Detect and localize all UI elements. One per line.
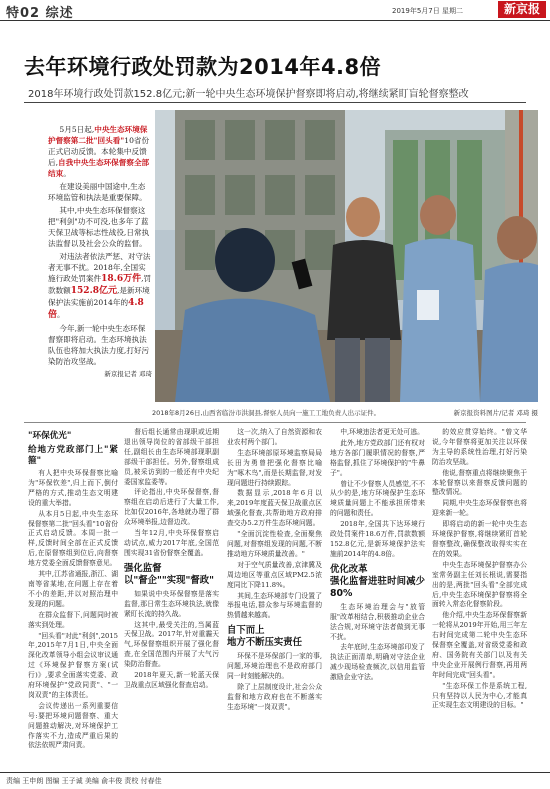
lead-paragraph: 其中,中央生态环保督察这把"利剑"功不可没,也多年了蓝天保卫战等标志性战役,日常执法监督以及社会公众的监督。 bbox=[48, 206, 150, 248]
page-footer bbox=[0, 772, 550, 789]
page-header bbox=[0, 0, 550, 21]
section-label: 特02 综述 bbox=[6, 6, 74, 21]
article-column-4 bbox=[330, 428, 425, 684]
photo-credit: 新京报资料图片/记者 邓琦 摄 bbox=[453, 409, 538, 417]
body-paragraph: 其间,生态环境部专门设置了举报电话,群众参与环境监督的热情越来越高。 bbox=[227, 591, 322, 620]
body-paragraph: 生态环境治理会与"放管服"改革相结合,积极推动企业合法合规,对环境守法者做到无事不扰。 bbox=[330, 602, 425, 641]
article-column-3 bbox=[227, 428, 322, 714]
body-paragraph: 生态环境部原环境监察局局长田为勇曾把强化督察比喻为"啄木鸟",而是长期监督,对发现问题进行持续跟踪。 bbox=[227, 448, 322, 487]
subheading: 自下而上 bbox=[227, 625, 265, 637]
body-paragraph: 这其中,最受关注的,当属蓝天保卫战。2017年,针对重霾天气,环保督察组织开展了强化督查,在全国范围内开展了大气污染防治督查。 bbox=[124, 620, 219, 669]
subheading: 以"督企""实现"督政" bbox=[124, 574, 215, 586]
lead-text: 对违法者依法严惩、对守法者无事不扰。2018年,全国实施行政处罚案件 bbox=[48, 252, 151, 283]
body-paragraph: 中,环境违法者更无处可逃。 bbox=[340, 428, 424, 436]
body-paragraph: 同期,中央生态环保督察也将迎来新一轮。 bbox=[432, 499, 527, 518]
lead-paragraph: 在建设美丽中国途中,生态环境监管和执法是重要保障。 bbox=[48, 182, 147, 202]
news-photo bbox=[155, 110, 538, 402]
editor-credits: 责编 王申朗 图编 王子诚 美编 俞丰俊 责校 付春佳 bbox=[6, 777, 162, 785]
subheading: 地方不断压实责任 bbox=[227, 637, 303, 649]
body-paragraph: 有人把中央环保督察比喻为"环保钦差",归上而下,倒付严格的方式,推动生态文明建设的重大举措。 bbox=[28, 469, 118, 507]
body-paragraph: 除了上层制度设计,社会公众监督和地方政府也在不断落实生态环境"一岗双责"。 bbox=[227, 682, 322, 711]
news-photo-illustration bbox=[155, 110, 538, 402]
subheading: 强化监督进驻时间减少80% bbox=[330, 575, 425, 599]
article-column-1 bbox=[28, 428, 118, 752]
body-paragraph: 会议传递出一系列重要信号:要把环境问题督察、重大问题推动解决,对环境保护工作落实不力,造成严重后果的依法依规严肃问责。 bbox=[28, 701, 118, 750]
body-paragraph: 督后组长通常由现职或近期退出领导岗位的省部级干部担任,副组长由生态环境部现职副部级干部担任。另外,督察组成员,被采访到的一般还有中央纪委国家监委等。 bbox=[124, 428, 219, 486]
subheadline: 2018年环境行政处罚款152.8亿元;新一轮中央生态环境保护督察即将启动,将继续紧盯盲轮督察整改 bbox=[28, 89, 469, 100]
lead-text: 10省份正式启动反馈。本轮集中反馈后, bbox=[48, 136, 150, 167]
lead-highlight: 中央生态环境保护督察第二批"回头看" bbox=[48, 125, 148, 145]
body-paragraph: 2018年夏天,新一轮蓝天保卫战重点区域强化督查启动。 bbox=[124, 671, 219, 689]
lead-figure: 152.8亿元 bbox=[70, 286, 117, 296]
subheading: "环保优光" bbox=[28, 431, 72, 441]
photo-caption bbox=[152, 408, 538, 417]
lead-text: ,是新环境保护法实施前2014年的 bbox=[48, 286, 150, 307]
body-paragraph: 评论指出,中央环保督察,督察组在启动后进行了大量工作,比如仅2016年,各地就办理了群众环境举报,边督边改。 bbox=[124, 488, 219, 527]
headline: 去年环境行政处罚款为2014年4.8倍 bbox=[24, 55, 382, 79]
lead-text: 。 bbox=[57, 310, 65, 319]
lead-paragraph bbox=[48, 124, 152, 179]
subheading: 给地方党政部门上"紧箍" bbox=[28, 445, 118, 466]
body-paragraph: 的效应贯穿始终。"曾文华说,今年督察将更加关注以环保为主导的系统性治理,打好污染防治攻坚战。 bbox=[432, 428, 527, 466]
body-paragraph: "全面沉淀性检查,全面聚焦问题,对督察组发现的问题,不断推动地方环境质量改善。" bbox=[227, 530, 322, 558]
lead-figure: 4.8倍 bbox=[48, 298, 144, 320]
lead-summary bbox=[48, 124, 152, 380]
lead-figure: 18.6万件 bbox=[101, 274, 142, 284]
body-paragraph: 他说,督察重点将继续聚焦于本轮督察以来督察反馈问题的整改情况。 bbox=[432, 468, 527, 497]
body-paragraph: 如果说中央环保督察是落实监督,那日常生态环境执法,就像紧盯长流的持久战。 bbox=[124, 589, 219, 618]
body-paragraph: 环保不是环保部门一家的事,问题,环境治理也不是政府部门同一时刻能解决的。 bbox=[227, 652, 322, 681]
body-paragraph: "回头看"对此"利剑",2015年,2015年7月1日,中央全面深化改革领导小组会议审议通过《环境保护督察方案(试行)》,要求全面落实党委、政府环境保护"党政同责"、"一岗双责"的主体责任。 bbox=[28, 631, 118, 699]
body-paragraph: "生态环保工作是系统工程,只有坚持以人民为中心,才能真正实现生态文明建设的目标。" bbox=[432, 681, 527, 710]
headline-rule bbox=[24, 102, 526, 103]
section-divider bbox=[24, 422, 526, 423]
lead-paragraph: 今年,新一轮中央生态环保督察即将启动。生态环境执法队伍也将加大执法力度,打好污染防治攻坚战。 bbox=[48, 324, 150, 366]
body-paragraph: 对于空气质量改善,京津冀及周边地区等重点区域PM2.5浓度同比下降11.8%。 bbox=[227, 560, 322, 589]
body-paragraph: 此外,地方党政部门还有权对地方各部门履职情况的督察,严格监督,抓住了环境保护的"牛鼻子"。 bbox=[330, 438, 425, 477]
body-paragraph: 即将启动的新一轮中央生态环境保护督察,将继续紧盯首轮督察整改,确保整改取得实实在在的效果。 bbox=[432, 520, 527, 558]
caption-text: 2018年8月26日,山西省临汾市洪洞县,督察人员向一施工工地负责人出示证件。 bbox=[152, 409, 381, 417]
subheading: 优化改革 bbox=[330, 563, 368, 575]
lead-text: 5月5日起, bbox=[59, 125, 95, 134]
body-paragraph: 他介绍,中央生态环保督察新一轮将从2019年开始,用三年左右时间完成第二轮中央生态环保督察全覆盖,对省级党委和政府、国务院有关部门以及有关中央企业开展例行督察,再用两年时间完成"回头看"。 bbox=[432, 611, 527, 679]
body-paragraph: 2018年,全国共下达环境行政处罚案件18.6万件,罚款数额152.8亿元,是新环境保护法实施前2014年的4.8倍。 bbox=[330, 520, 425, 558]
body-paragraph: 这一次,纳入了自然资源和农业农村两个部门。 bbox=[227, 428, 322, 446]
lead-text: ,罚款数额 bbox=[48, 274, 152, 295]
article-column-5 bbox=[432, 428, 527, 712]
lead-highlight: 自我中央生态环保督察全部结束 bbox=[48, 158, 150, 178]
article-column-2 bbox=[124, 428, 219, 692]
lead-paragraph bbox=[48, 251, 152, 321]
subheading: 强化监督 bbox=[124, 562, 162, 574]
lead-credit: 新京报记者 邓琦 bbox=[104, 370, 152, 378]
body-paragraph: 曾让不少督察人员感觉,不不从少的是,地方环境保护生态环境质量问题上不能承担所带来的问题和责任。 bbox=[330, 479, 425, 518]
body-paragraph: 中央生态环境保护督察办公室常务副主任刘长根说,需要指出的是,两批"回头看"全部完成后,中央生态环境保护督察将全面转入常态化督察阶段。 bbox=[432, 560, 527, 609]
body-paragraph: 去年底时,生态环境部印发了执法正面清单,明确对守法企业减少现场检查频次,以信用监管激励企业守法。 bbox=[330, 643, 425, 682]
body-paragraph: 从本月5日起,中央生态环保督察第二批"回头看"10省份正式启动反馈。本周一批一样,反馈时间全部在正式反馈后,在原督察组到位后,向督察地方党委全面反馈督察意见。 bbox=[28, 509, 118, 568]
body-paragraph: 数据显示,2018年6月以来,2019年度蓝天保卫战重点区域强化督查,共帮助地方政府排查交办5.2万件生态环境问题。 bbox=[227, 489, 322, 528]
body-paragraph: 其中,江苏省通报,浙江、湖南等省某地,在问题上存在着不小的差距,并以对照治理中发现的问题。 bbox=[28, 570, 118, 608]
issue-date: 2019年5月7日 星期二 bbox=[392, 7, 463, 15]
lead-text: 。 bbox=[63, 169, 71, 178]
body-paragraph: 在群众监督下,问题同时被落实到处理。 bbox=[28, 610, 118, 629]
body-paragraph: 当年12月,中央环保督察启动试点,威力2017年底,全国范围实现31省份督察全覆盖。 bbox=[124, 529, 219, 557]
newspaper-logo: 新京报 bbox=[498, 1, 546, 18]
